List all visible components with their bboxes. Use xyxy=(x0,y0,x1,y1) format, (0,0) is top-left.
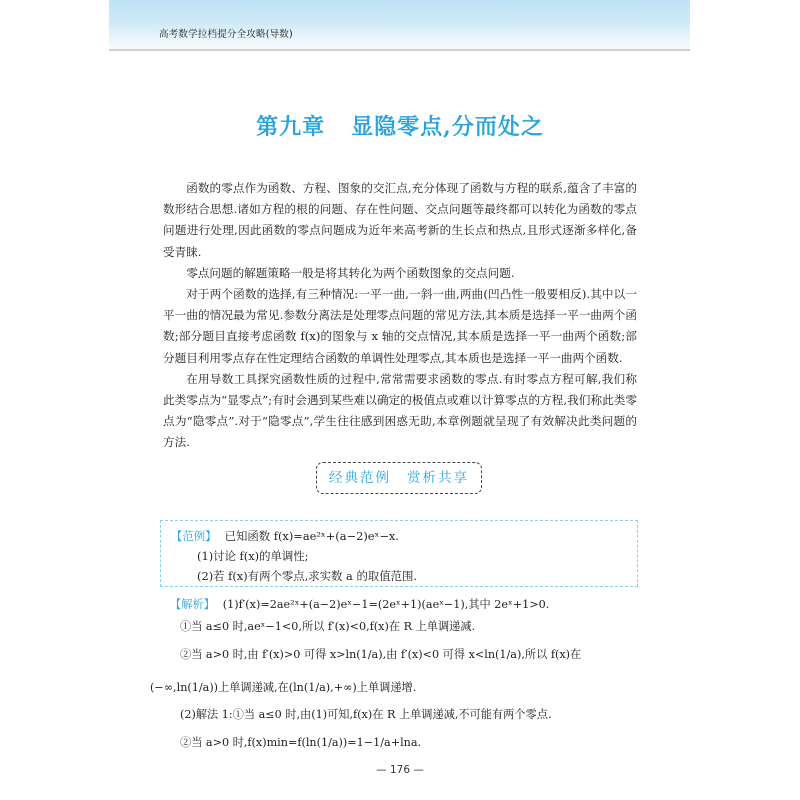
section-banner-right: 赏析共享 xyxy=(407,470,469,486)
chapter-number: 第九章 xyxy=(256,114,326,140)
example-statement-line xyxy=(171,526,637,546)
page-number: — 176 — xyxy=(376,764,424,776)
solution-text: (1)f′(x)=2ae²ˣ+(a−2)eˣ−1=(2eˣ+1)(aeˣ−1),其中 2eˣ+1>0. xyxy=(222,598,550,611)
solution-line-3: ②当 a>0 时,由 f′(x)>0 可得 x>ln(1/a),由 f′(x)<0 可得 x<ln(1/a),所以 f(x)在 xyxy=(180,648,582,661)
solution-line-6: ②当 a>0 时,f(x)min=f(ln(1/a))=1−1/a+lna. xyxy=(180,736,422,749)
example-tag: 【范例】 xyxy=(171,529,217,543)
intro-paragraph: 函数的零点作为函数、方程、图象的交汇点,充分体现了函数与方程的联系,蕴含了丰富的数形结合思想.诸如方程的根的问题、存在性问题、交点问题等最终都可以转化为函数的零点问题进行处理,因此函数的零点问题成为近年来高考新的生长点和热点,且形式逐渐多样化,备受青睐. xyxy=(163,181,637,259)
solution-line-5: (2)解法 1:①当 a≤0 时,由(1)可知,f(x)在 R 上单调递减,不可能有两个零点. xyxy=(180,708,552,721)
solution-line-2: ①当 a≤0 时,aeˣ−1<0,所以 f′(x)<0,f(x)在 R 上单调递减. xyxy=(180,620,476,633)
chapter-name: 显隐零点,分而处之 xyxy=(351,114,544,140)
section-banner-left: 经典范例 xyxy=(329,470,391,486)
solution-section xyxy=(150,594,640,759)
example-part-1: (1)讨论 f(x)的单调性; xyxy=(197,549,309,563)
example-box xyxy=(160,520,638,587)
intro-paragraph: 零点问题的解题策略一般是将其转化为两个函数图象的交点问题. xyxy=(186,265,515,280)
intro-paragraph: 对于两个函数的选择,有三种情况:一平一曲,一斜一曲,两曲(凹凸性一般要相反).其中以一平一曲的情况最为常见.参数分离法是处理零点问题的常见方法,其本质是选择一平一曲两个函数;部分题目直接考虑函数 f(x)的图象与 x 轴的交点情况,其本质是选择一平一曲两个函数;部分题目利用零点存在性定理结合函数的单调性处理零点,其本质也是选择一平一曲两个函数. xyxy=(163,287,637,365)
intro-paragraph: 在用导数工具探究函数性质的过程中,常常需要求函数的零点.有时零点方程可解,我们称此类零点为“显零点”;有时会遇到某些难以确定的极值点或难以计算零点的方程,我们称此类零点为“隐零点”.对于“隐零点”,学生往往感到困惑无助,本章例题就呈现了有效解决此类问题的方法. xyxy=(163,371,637,450)
solution-line-4: (−∞,ln(1/a))上单调递减,在(ln(1/a),+∞)上单调递增. xyxy=(150,681,417,694)
running-header xyxy=(109,0,690,51)
chapter-title xyxy=(0,110,800,141)
intro-section xyxy=(163,178,637,454)
book-title: 高考数学拉档提分全攻略(导数) xyxy=(159,29,293,40)
solution-tag: 【解析】 xyxy=(170,598,215,611)
section-banner xyxy=(316,462,482,494)
example-statement: 已知函数 f(x)=ae²ˣ+(a−2)eˣ−x. xyxy=(224,529,399,543)
solution-line-1 xyxy=(170,594,640,616)
example-part-2: (2)若 f(x)有两个零点,求实数 a 的取值范围. xyxy=(197,569,418,583)
